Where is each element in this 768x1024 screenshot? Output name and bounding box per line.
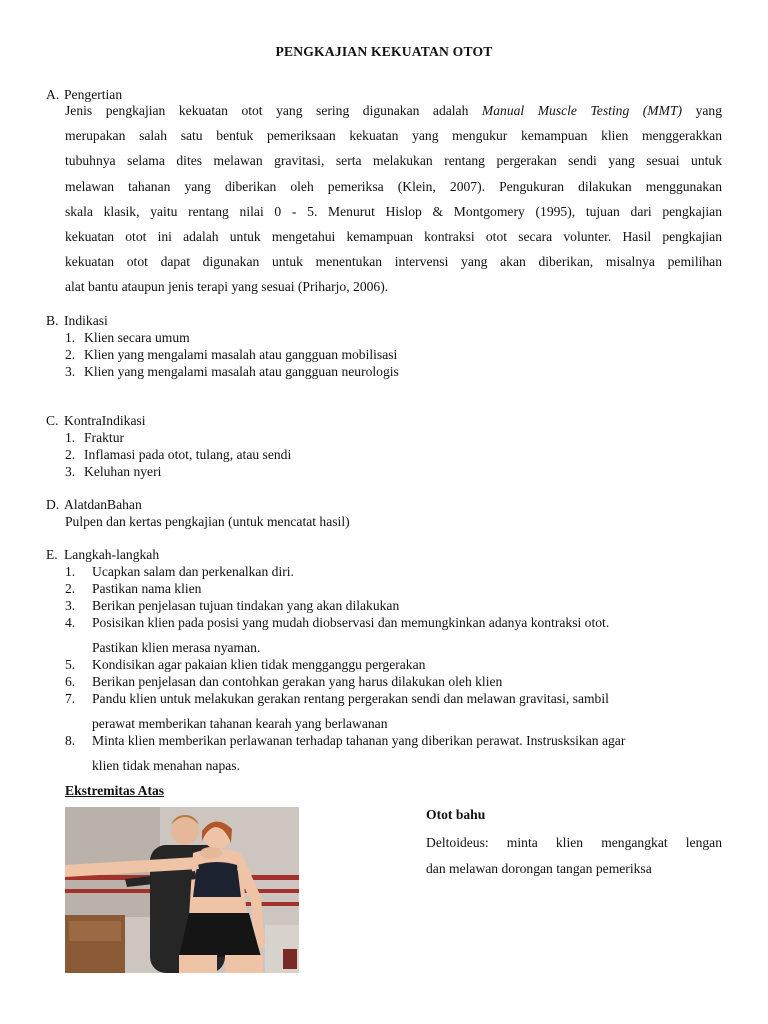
shoulder-exam-photo [65,807,299,973]
step-item: 1. Ucapkan salam dan perkenalkan diri. [65,564,294,579]
paragraph-line: alat bantu ataupun jenis terapi yang sesuai (Priharjo, 2006). [65,279,389,295]
list-item: 3. Klien yang mengalami masalah atau gangguan neurologis [65,364,399,379]
step-item: 6. Berikan penjelasan dan contohkan gerakan yang harus dilakukan oleh klien [65,674,503,689]
section-a-heading: A. Pengertian [46,87,123,102]
section-a-paragraph [65,98,722,300]
step-item: 4. Posisikan klien pada posisi yang mudah diobservasi dan memungkinkan adanya kontraksi otot. Pastikan klien merasa nyaman. [65,614,735,656]
list-item: 1. Fraktur [65,430,125,445]
description-line: Deltoideus: minta klien mengangkat lengan [426,835,722,850]
step-continuation: klien tidak menahan napas. [92,758,240,773]
otot-bahu-title: Otot bahu [426,807,486,822]
step-item: 7. Pandu klien untuk melakukan gerakan rentang pergerakan sendi dan melawan gravitasi, sambil perawat memberikan tahanan kearah yang berlawanan [65,690,735,732]
paragraph-line: melawan tahanan yang diberikan oleh pemeriksa (Klein, 2007). Pengukuran dilakukan menggunakan [65,178,722,194]
section-e-heading: E. Langkah-langkah [46,547,160,562]
section-b-heading: B. Indikasi [46,313,108,328]
mmt-term: Manual Muscle Testing (MMT) [481,103,683,118]
paragraph-line: skala klasik, yaitu rentang nilai 0 - 5. Menurut Hislop & Montgomery (1995), tujuan dari pengkajian [65,203,722,219]
paragraph-line: kekuatan otot ini adalah untuk mengetahui kemampuan kontraksi otot secara volunter. Hasil pengkajian [65,228,722,244]
list-item: 1. Klien secara umum [65,330,190,345]
paragraph-line: merupakan salah satu bentuk pemeriksaan kekuatan yang mengukur kemampuan klien menggerakkan [65,128,722,144]
kontraindikasi-list [65,429,291,480]
step-continuation: Pastikan klien merasa nyaman. [92,640,261,655]
step-item: 8. Minta klien memberikan perlawanan terhadap tahanan yang diberikan perawat. Instrusksikan agar klien tidak menahan napas. [65,732,735,774]
ekstremitas-atas-heading: Ekstremitas Atas [65,783,165,798]
list-item: 2. Klien yang mengalami masalah atau gangguan mobilisasi [65,347,398,362]
step-item: 5. Kondisikan agar pakaian klien tidak mengganggu pergerakan [65,657,426,672]
langkah-list [65,563,735,774]
otot-bahu-description [426,830,722,881]
step-item: 2. Pastikan nama klien [65,581,202,596]
paragraph-line: kekuatan otot dapat digunakan untuk menentukan intervensi yang akan diberikan, misalnya pemilihan [65,254,722,270]
paragraph-line: Jenis pengkajian kekuatan otot yang sering digunakan adalah Manual Muscle Testing (MMT) yang [65,103,722,118]
paragraph-line: tubuhnya selama dites melawan gravitasi, serta melakukan rentang pergerakan sendi yang sesuai untuk [65,153,722,169]
step-item: 3. Berikan penjelasan tujuan tindakan yang akan dilakukan [65,598,400,613]
description-line: dan melawan dorongan tangan pemeriksa [426,860,652,876]
list-item: 3. Keluhan nyeri [65,464,162,479]
page-title: PENGKAJIAN KEKUATAN OTOT [275,44,493,59]
indikasi-list [65,329,399,380]
list-item: 2. Inflamasi pada otot, tulang, atau sendi [65,447,292,462]
alat-bahan-text: Pulpen dan kertas pengkajian (untuk mencatat hasil) [65,514,350,529]
section-d-heading: D. AlatdanBahan [46,497,142,512]
section-c-heading: C. KontraIndikasi [46,413,146,428]
step-continuation: perawat memberikan tahanan kearah yang berlawanan [92,716,388,731]
